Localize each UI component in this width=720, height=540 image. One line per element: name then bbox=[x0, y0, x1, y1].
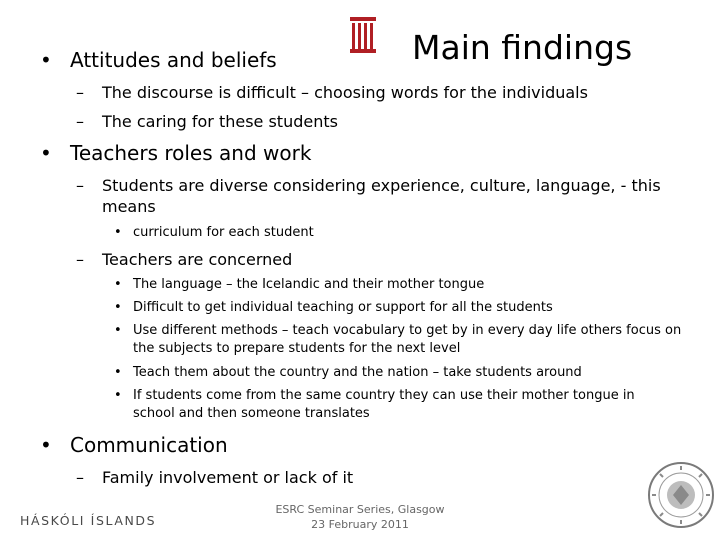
list-subitem: Use different methods – teach vocabulary to get by in every day life others focus on the subjects to prepare students for the next level bbox=[133, 323, 682, 356]
bullet-level2: – bbox=[76, 176, 84, 195]
section-heading: Communication bbox=[70, 433, 228, 457]
bullet-level1: • bbox=[40, 48, 52, 72]
footer-line-2: 23 February 2011 bbox=[311, 518, 409, 531]
university-logo-icon bbox=[350, 17, 376, 53]
list-item: Students are diverse considering experience, culture, language, - this means bbox=[102, 176, 661, 216]
list-item: The discourse is difficult – choosing words for the individuals bbox=[102, 83, 588, 102]
bullet-level2: – bbox=[76, 250, 84, 269]
bullet-level3: • bbox=[114, 323, 122, 338]
section-heading: Attitudes and beliefs bbox=[70, 48, 277, 72]
footer-caption bbox=[270, 502, 450, 532]
bullet-level2: – bbox=[76, 83, 84, 102]
list-subitem: curriculum for each student bbox=[133, 225, 314, 240]
list-subitem: Difficult to get individual teaching or support for all the students bbox=[133, 300, 553, 315]
bullet-level3: • bbox=[114, 225, 122, 240]
slide-title: Main findings bbox=[412, 28, 633, 67]
list-item: Family involvement or lack of it bbox=[102, 468, 354, 487]
bullet-level2: – bbox=[76, 112, 84, 131]
university-name: HÁSKÓLI ÍSLANDS bbox=[20, 513, 157, 528]
university-seal-icon bbox=[646, 460, 716, 530]
bullet-level2: – bbox=[76, 468, 84, 487]
bullet-level3: • bbox=[114, 300, 122, 315]
bullet-level3: • bbox=[114, 365, 122, 380]
footer-line-1: ESRC Seminar Series, Glasgow bbox=[275, 503, 445, 516]
list-item: The caring for these students bbox=[102, 112, 338, 131]
list-subitem: The language – the Icelandic and their mother tongue bbox=[133, 277, 485, 292]
list-subitem: If students come from the same country they can use their mother tongue in school and then someone translates bbox=[133, 388, 635, 421]
bullet-level1: • bbox=[40, 433, 52, 457]
section-heading: Teachers roles and work bbox=[70, 141, 312, 165]
list-item: Teachers are concerned bbox=[102, 250, 293, 269]
bullet-level3: • bbox=[114, 277, 122, 292]
list-subitem: Teach them about the country and the nation – take students around bbox=[133, 365, 582, 380]
bullet-level1: • bbox=[40, 141, 52, 165]
bullet-level3: • bbox=[114, 388, 122, 403]
